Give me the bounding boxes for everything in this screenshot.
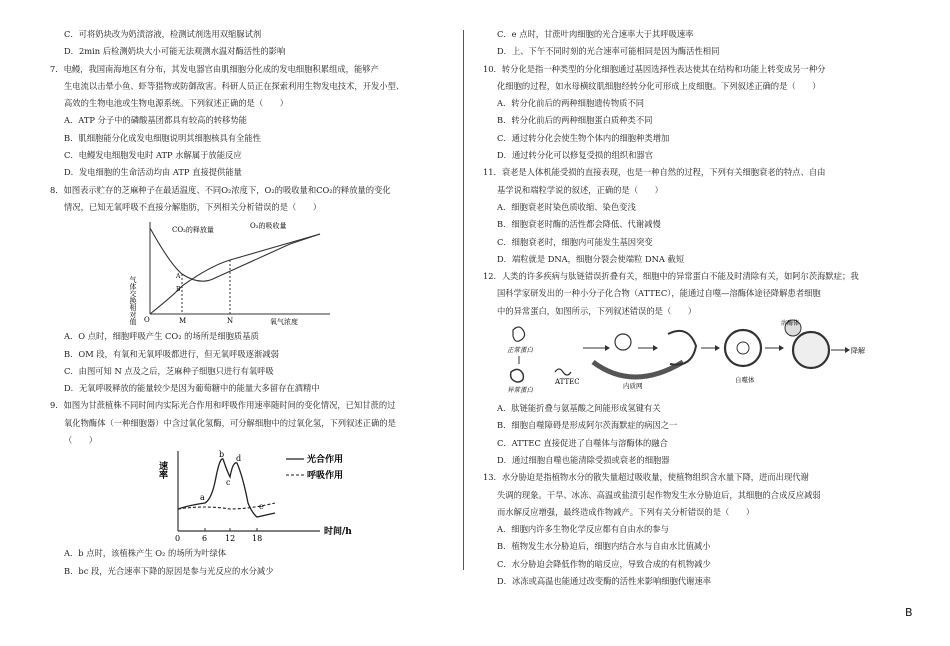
o2-label: O₂的吸收量 [250, 222, 287, 231]
tick-label-6: 6 [202, 534, 208, 544]
option-a: A．b 点时，该植株产生 O₂ 的场所为叶绿体 [64, 548, 227, 559]
tick-label-18: 18 [252, 534, 263, 544]
option-d: D．2min 后检测奶块大小可能无法观测水温对酶活性的影响 [64, 46, 286, 57]
point-a-label: a [200, 493, 205, 503]
degrade-label: 降解 [851, 347, 865, 356]
question-text: 中的异常蛋白，如图所示，下列叙述错误的是（ ） [497, 305, 697, 316]
option-a: A．肽链能折叠与氨基酸之间能形成氢键有关 [497, 403, 661, 414]
option-a: A．细胞内许多生物化学反应都有自由水的参与 [497, 524, 669, 535]
question-text: 而水解反应增强，最终造成作物减产。下列有关分析错误的是（ ） [497, 506, 755, 517]
question-text: 9．如图为甘蔗植株不同时间内实际光合作用和呼吸作用速率随时间的变化情况，已知甘蔗的过 [50, 400, 396, 411]
m-label: M [179, 317, 187, 326]
option-c: C．细胞衰老时，细胞内可能发生基因突变 [497, 236, 653, 247]
bound-complex-icon [615, 334, 631, 350]
er-membrane-icon [593, 362, 683, 377]
question-text: 情况，已知无氧呼吸不直接分解脂肪，下列相关分析错误的是（ ） [64, 201, 322, 212]
option-c: C．水分胁迫会降低作物的暗反应，导致合成的有机物减少 [497, 558, 711, 569]
question-text: 基学说和端粒学说的叙述，正确的是（ ） [497, 184, 663, 195]
autophagosome-icon [725, 330, 761, 366]
option-b: B．植物发生水分胁迫后，细胞内结合水与自由水比值减小 [497, 541, 711, 552]
left-column [50, 0, 438, 580]
question-10 [483, 61, 883, 165]
arrow-3-head [715, 345, 720, 351]
question-text: 国科学家研发出的一种小分子化合物（ATTEC），能通过自噬—溶酶体途径降解患者细胞 [497, 288, 821, 299]
option-b: B．OM 段，有氧和无氧呼吸都进行，但无氧呼吸逐渐减弱 [64, 348, 279, 359]
y-axis-label: 速率 [157, 461, 167, 480]
x-axis-label: 氧气浓度 [270, 318, 298, 327]
normal-protein-icon [513, 327, 525, 341]
option-d: D．冰冻或高温也能通过改变酶的活性来影响细胞代谢速率 [497, 576, 712, 587]
abnormal-protein-icon [511, 369, 524, 382]
attec-icon [555, 369, 571, 375]
question-text: 化细胞的过程，如水母横纹肌细胞经转分化可形成上皮细胞。下列叙述正确的是（ ） [497, 80, 821, 91]
legend-resp-label: 呼吸作用 [307, 471, 344, 482]
point-b-label: b [219, 450, 225, 460]
autophagy-diagram [493, 320, 873, 400]
option-b: B．细胞衰老时酶的活性都会降低、代谢减慢 [497, 219, 661, 230]
point-d-label: d [236, 454, 242, 464]
q8-figure [50, 216, 438, 328]
arrow-4-head [779, 345, 784, 351]
option-b: B．细胞自噬障碍是形成阿尔茨海默症的病因之一 [497, 420, 678, 431]
phagophore-icon [668, 331, 696, 365]
legend-photo-label: 光合作用 [307, 455, 344, 466]
normal-protein-label: 正常蛋白 [507, 346, 533, 355]
point-a-label: A [176, 273, 181, 281]
option-d: D．上、下午不同时刻的光合速率可能相同是因为酶活性相同 [497, 46, 720, 57]
lysosome-label: 溶酶体 [781, 320, 800, 328]
question-13 [483, 469, 883, 590]
co2-label: CO₂的释放量 [172, 226, 214, 235]
option-c: C．ATTEC 直接促进了自噬体与溶酶体的融合 [497, 437, 668, 448]
question-7 [50, 61, 438, 182]
option-c: C．电鳗发电细胞发电时 ATP 水解属于放能反应 [64, 150, 242, 161]
attec-label: ATTEC [555, 378, 580, 387]
y-axis-label: 气体交换相对值 [129, 276, 137, 326]
q9-chart [157, 447, 390, 544]
question-text: 高效的生物电池或生物电源系统。下列叙述正确的是（ ） [64, 98, 289, 109]
option-d: D．通过细胞自噬也能清除受损或衰老的细胞器 [497, 454, 670, 465]
autolysosome-icon [793, 332, 829, 368]
point-e-label: e [259, 502, 264, 512]
point-c-label: c [226, 478, 231, 488]
question-11 [483, 164, 883, 268]
tick-label-0: 0 [175, 534, 181, 544]
option-a: A．细胞衰老时染色质收缩、染色变浅 [497, 201, 636, 212]
column-divider [463, 30, 464, 570]
option-d: D．端粒就是 DNA，细胞分裂会使端粒 DNA 截短 [497, 253, 685, 264]
er-label: 内质网 [623, 382, 643, 391]
question-text: 氧化物酶体（一种细胞器）中含过氧化氢酶，可分解细胞中的过氧化氢，下列叙述正确的是 [64, 417, 396, 428]
question-text: 失调的现象。干旱、冰冻、高温或盐渍引起作物发生水分胁迫后，其细胞的合成反应减弱 [497, 489, 821, 500]
option-c: C．由图可知 N 点及之后，芝麻种子细胞只进行有氧呼吸 [64, 365, 274, 376]
arrow-1-head [605, 345, 610, 351]
page-letter: B [905, 606, 913, 619]
question-8 [50, 182, 438, 398]
arrow-5-head [845, 347, 850, 353]
option-b: B．转分化前后的两种细胞蛋白质种类不同 [497, 115, 653, 126]
option-b: B．肌细胞能分化成发电细胞说明其细胞核具有全能性 [64, 132, 261, 143]
question-text: 生电流以击晕小鱼、虾等猎物或防御敌害。科研人员正在探索利用生物发电技术，开发小型、 [64, 80, 405, 91]
option-a: A．O 点时，细胞呼吸产生 CO₂ 的场所是细胞质基质 [64, 331, 259, 342]
option-c: C．e 点时，甘蔗叶肉细胞的光合速率大于其呼吸速率 [497, 29, 694, 39]
option-a: A．转分化前后的两种细胞遗传物质不同 [497, 98, 645, 109]
option-d: D．发电细胞的生命活动均由 ATP 直接提供能量 [64, 167, 242, 178]
question-text: 7．电鳗，我国南海地区有分布，其发电器官由肌细胞分化成的发电细胞积累组成，能够产 [50, 63, 379, 74]
x-axis-label: 时间/h [324, 527, 352, 538]
q12-figure [483, 320, 883, 400]
question-text: 10．转分化是指一种类型的分化细胞通过基因选择性表达使其在结构和功能上转变成另一种分 [483, 63, 826, 74]
n-label: N [227, 317, 234, 326]
question-9 [50, 397, 438, 579]
option-d: D．无氧呼吸释放的能量较少是因为葡萄糖中的能量大多留存在酒精中 [64, 383, 320, 394]
arrow-2-head [653, 345, 658, 351]
question-text: 12．人类的许多疾病与肽链错误折叠有关，细胞中的异常蛋白不能及时清除有关，如阿尔茨海默症；我 [483, 271, 859, 282]
abnormal-protein-label: 异常蛋白 [507, 386, 533, 395]
tick-label-12: 12 [225, 534, 236, 544]
q8-chart [120, 216, 360, 328]
question-text: 13．水分胁迫是指植物水分的散失量超过吸收量，使植物组织含水量下降，进而出现代谢 [483, 472, 809, 483]
option-c: C．通过转分化会使生物个体内的细胞种类增加 [497, 132, 670, 143]
question-text: 8．如图表示贮存的芝麻种子在最适温度、不同O₂浓度下，O₂的吸收量和CO₂的释放量的变化 [50, 184, 391, 195]
origin-label: O [144, 316, 150, 325]
question-12 [483, 268, 883, 469]
right-column [483, 0, 883, 590]
question-text: 11．衰老是人体机能受损的直接表现，也是一种自然的过程，下列有关细胞衰老的特点、自由 [483, 167, 826, 178]
cargo-icon [737, 342, 749, 354]
option-c: C．可将奶块改为奶渍溶液，检测试剂选用双缩脲试剂 [64, 29, 262, 39]
option-b: B．bc 段，光合速率下降的原因是参与光反应的水分减少 [64, 565, 274, 576]
question-text: （ ） [64, 435, 98, 446]
option-d: D．通过转分化可以修复受损的组织和器官 [497, 150, 653, 161]
q9-figure [50, 449, 438, 545]
autophagosome-label: 自噬体 [735, 376, 755, 385]
point-b-label: B [176, 286, 181, 294]
option-a: A．ATP 分子中的磷酸基团都具有较高的转移势能 [64, 115, 247, 126]
